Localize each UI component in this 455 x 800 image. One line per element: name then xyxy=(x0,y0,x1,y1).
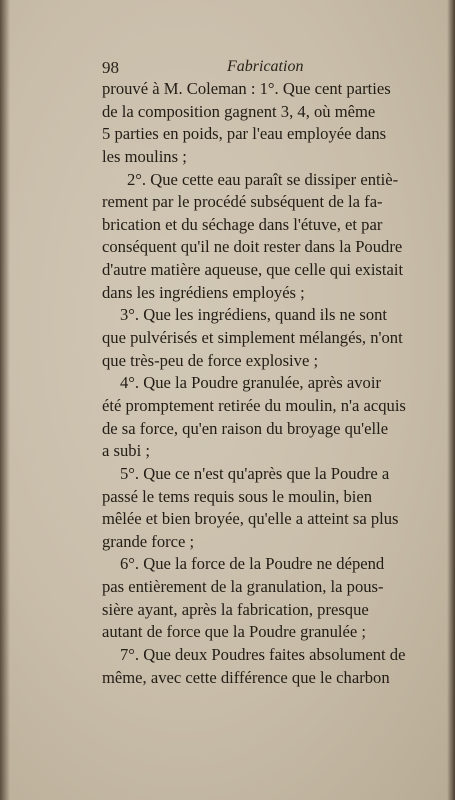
body-text xyxy=(102,78,430,689)
text-line: passé le tems requis sous le moulin, bien xyxy=(102,486,373,506)
page-edge-shadow-right xyxy=(447,0,455,800)
text-line: sière ayant, après la fabrication, presque xyxy=(102,599,369,619)
text-line: 2°. Que cette eau paraît se dissiper entiè- xyxy=(127,169,399,189)
text-line: les moulins ; xyxy=(102,146,187,166)
text-line: 3°. Que les ingrédiens, quand ils ne sont xyxy=(120,305,388,325)
text-line: 7°. Que deux Poudres faites absolument de xyxy=(120,645,406,665)
text-line: pas entièrement de la granulation, la pous- xyxy=(102,577,384,597)
text-line: que très-peu de force explosive ; xyxy=(102,350,319,370)
text-line: brication et du séchage dans l'étuve, et par xyxy=(102,214,383,234)
text-line: grande force ; xyxy=(102,531,195,551)
text-line: a subi ; xyxy=(102,441,150,461)
text-line: même, avec cette différence que le charbon xyxy=(102,667,390,687)
page-edge-shadow-left xyxy=(0,0,10,800)
text-line: 5 parties en poids, par l'eau employée dans xyxy=(102,124,387,144)
text-line: mêlée et bien broyée, qu'elle a atteint sa plus xyxy=(102,509,399,529)
text-line: de sa force, qu'en raison du broyage qu'elle xyxy=(102,418,389,438)
page-number: 98 xyxy=(102,58,119,77)
text-line: d'autre matière aqueuse, que celle qui existait xyxy=(102,260,404,280)
text-line: 5°. Que ce n'est qu'après que la Poudre a xyxy=(120,463,390,483)
running-title: Fabrication xyxy=(227,58,304,75)
text-line: conséquent qu'il ne doit rester dans la Poudre xyxy=(102,237,403,257)
text-line: que pulvérisés et simplement mélangés, n'ont xyxy=(102,328,403,348)
text-line: de la composition gagnent 3, 4, où même xyxy=(102,101,376,121)
text-line: 6°. Que la force de la Poudre ne dépend xyxy=(120,554,385,574)
page-header xyxy=(102,58,402,80)
text-line: été promptement retirée du moulin, n'a acquis xyxy=(102,395,406,415)
text-line: prouvé à M. Coleman : 1°. Que cent parties xyxy=(102,79,391,98)
text-line: dans les ingrédiens employés ; xyxy=(102,282,305,302)
text-line: 4°. Que la Poudre granulée, après avoir xyxy=(120,373,381,393)
text-line: rement par le procédé subséquent de la fa- xyxy=(102,192,383,212)
text-line: autant de force que la Poudre granulée ; xyxy=(102,622,367,642)
